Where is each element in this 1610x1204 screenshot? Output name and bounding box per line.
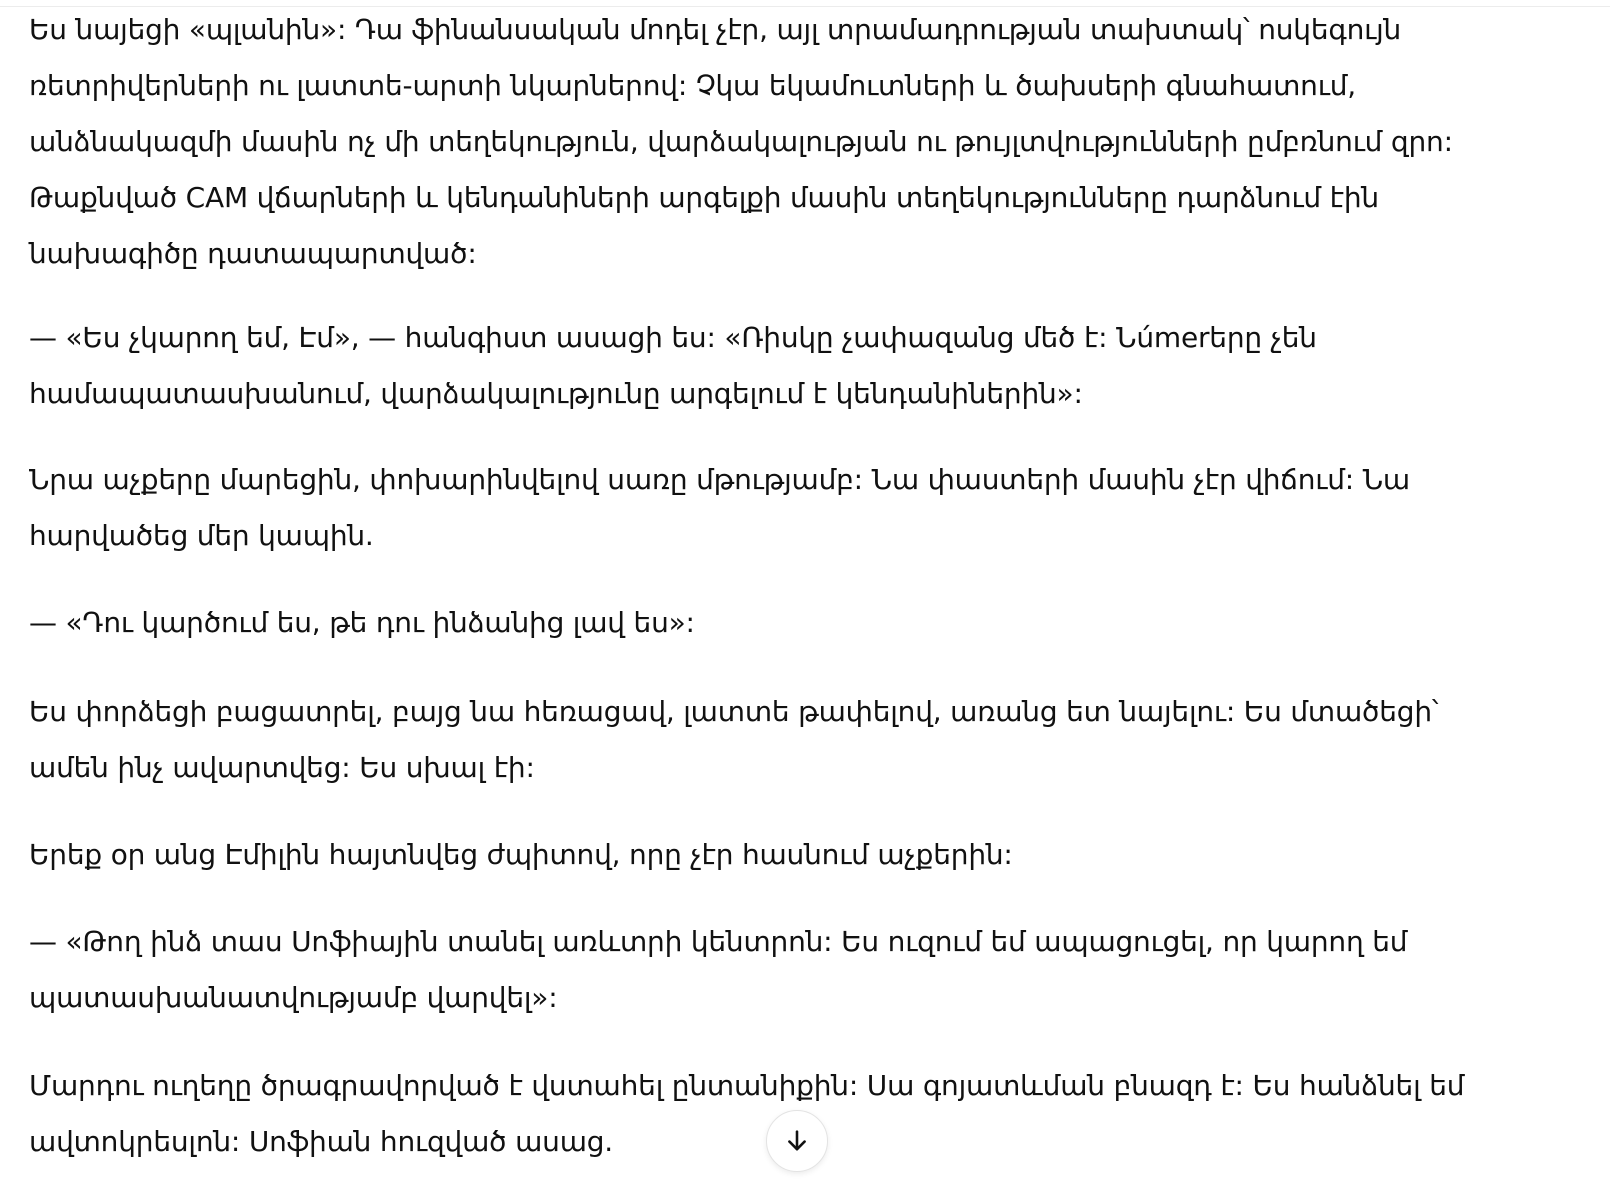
text-line: հարվածեց մեր կապին.	[29, 519, 374, 552]
text-line: Ես փորձեցի բացատրել, բայց նա հեռացավ, լատտե թափելով, առանց ետ նայելու: Ես մտածեցի՝	[29, 695, 1439, 728]
text-line: պատասխանատվությամբ վարվել»:	[29, 981, 558, 1014]
paragraph-7	[29, 914, 1569, 1026]
text-line: Երեք օր անց Էմիլին հայտնվեց ժպիտով, որը չէր հասնում աչքերին:	[29, 838, 1013, 871]
text-line: — «Դու կարծում ես, թե դու ինձանից լավ ես»:	[29, 606, 695, 639]
text-line: Նրա աչքերը մարեցին, փոխարինվելով սառը մթությամբ: Նա փաստերի մասին չէր վիճում: Նա	[29, 463, 1410, 496]
paragraph-4	[29, 595, 1569, 651]
paragraph-2	[29, 310, 1569, 422]
paragraph-1	[29, 2, 1569, 282]
arrow-down-icon	[783, 1127, 811, 1155]
text-line: — «Թող ինձ տաս Սոֆիային տանել առևտրի կենտրոն: Ես ուզում եմ ապացուցել, որ կարող եմ	[29, 925, 1408, 958]
text-line: Մարդու ուղեղը ծրագրավորված է վստահել ընտանիքին: Սա գոյատևման բնազդ է: Ես հանձնել եմ	[29, 1069, 1465, 1102]
text-line: նախագիծը դատապարտված:	[29, 237, 477, 270]
text-line: ավտոկրեսլոն: Սոֆիան հուզված ասաց.	[29, 1125, 614, 1158]
scroll-to-bottom-button[interactable]	[766, 1110, 828, 1172]
text-line: անձնակազմի մասին ոչ մի տեղեկություն, վարձակալության ու թույլտվությունների ըմբռնում զրո:	[29, 125, 1453, 158]
paragraph-6	[29, 827, 1569, 883]
text-line: ռետրիվերների ու լատտե-արտի նկարներով: Չկա եկամուտների և ծախսերի գնահատում,	[29, 69, 1356, 102]
paragraph-3	[29, 452, 1569, 564]
text-line: — «Ես չկարող եմ, Էմ», — հանգիստ ասացի ես: «Ռիսկը չափազանց մեծ է: Նúmerերը չեն	[29, 321, 1317, 354]
text-line: համապատասխանում, վարձակալությունը արգելում է կենդանիներին»:	[29, 377, 1083, 410]
text-line: Ես նայեցի «պլանին»: Դա ֆինանսական մոդել չէր, այլ տրամադրության տախտակ՝ ոսկեգույն	[29, 13, 1402, 46]
paragraph-5	[29, 684, 1569, 796]
text-line: Թաքնված CAM վճարների և կենդանիների արգելքի մասին տեղեկությունները դարձնում էին	[29, 181, 1379, 214]
text-line: ամեն ինչ ավարտվեց: Ես սխալ էի:	[29, 751, 535, 784]
